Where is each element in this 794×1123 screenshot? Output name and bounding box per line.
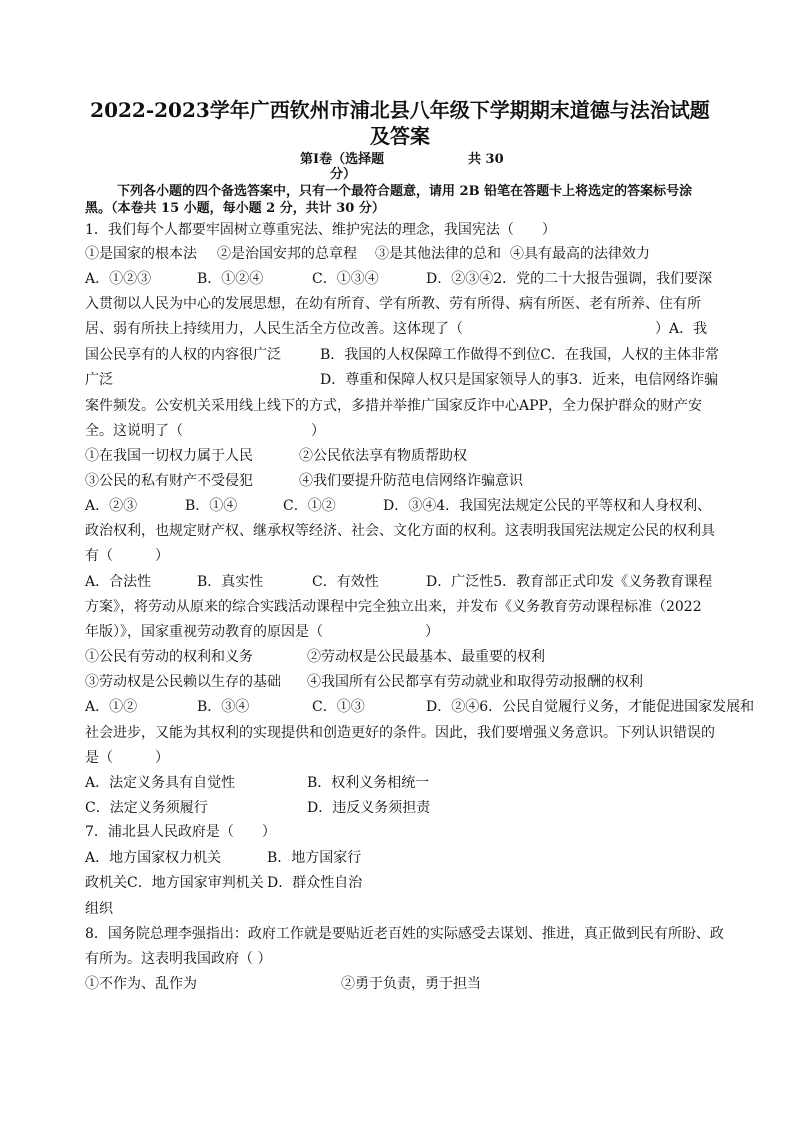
q8-statement-1: ①不作为、乱作为 (85, 976, 197, 992)
q7-stem: 7．浦北县人民政府是（ ） (85, 824, 276, 840)
q6-line-3: 是（ ） (85, 750, 169, 766)
q7-choice-a: A．地方国家权力机关 (85, 850, 222, 866)
q4-line-3: 有（ ） (85, 548, 169, 564)
q3-stem-end: 全。这说明了（ (85, 423, 183, 439)
instructions: 下列各小题的四个备选答案中，只有一个最符合题意，请用 2B 铅笔在答题卡上将选定的答案标号涂黑。（本卷共 15 小题，每小题 2 分，共计 30 分） (85, 184, 693, 216)
q3-statement-3: ③公民的私有财产不受侵犯 (85, 473, 253, 489)
q3-choice-d-and-q4-start: D．③④4．我国宪法规定公民的平等权和人身权利、 (383, 498, 712, 514)
q3-choice-a: A．②③ (85, 498, 138, 514)
q2-stem-end: 居、弱有所扶上持续用力，人民生活全方位改善。这体现了（ (85, 321, 463, 337)
q2-choice-a-start: ）A．我 (655, 321, 708, 337)
q1-choice-d-and-q2-start: D．②③④2．党的二十大报告强调，我们要深 (426, 271, 713, 287)
q5-choice-b: B．③④ (197, 699, 250, 715)
q3-statement-2: ②公民依法享有物质帮助权 (299, 448, 467, 464)
q3-line-2: 案件频发。公安机关采用线上线下的方式，多措并举推广国家反诈中心APP，全力保护群众的财产安 (85, 398, 702, 414)
q6-choice-a: A．法定义务具有自觉性 (85, 775, 236, 791)
section-total: 共 30 (468, 152, 504, 167)
q5-statement-3: ③劳动权是公民赖以生存的基础 (85, 674, 281, 690)
q5-choice-a: A．①② (85, 699, 138, 715)
q4-line-2: 政治权利，也规定财产权、继承权等经济、社会、文化方面的权利。这表明我国宪法规定公民的权利具 (85, 523, 715, 539)
q5-stem-end: 年版）》，国家重视劳动教育的原因是（ (85, 624, 323, 640)
q1-choice-c: C．①③④ (312, 271, 379, 287)
q2-choice-c-end: 广泛 (85, 372, 113, 388)
q8-line-2: 有所为。这表明我国政府（ ） (85, 951, 272, 967)
section-unit: 分） (330, 167, 357, 182)
q3-statement-4: ④我们要提升防范电信网络诈骗意识 (299, 473, 523, 489)
q3-stem-paren: ） (311, 423, 325, 439)
q4-choice-c: C．有效性 (312, 574, 379, 590)
q2-line-2: 入贯彻以人民为中心的发展思想，在幼有所育、学有所教、劳有所得、病有所医、老有所养、住有所 (85, 296, 701, 312)
q7-choice-d-start: D．群众性自治 (267, 875, 363, 891)
q1-statement-3: ③是其他法律的总和 (375, 246, 501, 262)
q6-choice-c: C．法定义务须履行 (85, 800, 208, 816)
q7-line-4: 组织 (85, 901, 113, 917)
q1-stem: 1．我们每个人都要牢固树立尊重宪法、维护宪法的理念，我国宪法（ ） (85, 222, 556, 238)
q2-choice-a-end: 国公民享有的人权的内容很广泛 (85, 347, 281, 363)
q1-statement-4: ④具有最高的法律效力 (510, 246, 650, 262)
q7-choice-b-end-c: 政机关C．地方国家审判机关 (85, 875, 264, 891)
q4-choice-a: A．合法性 (85, 574, 152, 590)
q3-choice-b: B．①④ (185, 498, 238, 514)
q6-line-2: 社会进步，又能为其权利的实现提供和创造更好的条件。因此，我们要增强义务意识。下列认识错误的 (85, 725, 715, 741)
q5-choice-d-and-q6-start: D．②④6．公民自觉履行义务，才能促进国家发展和 (426, 699, 755, 715)
section-heading (300, 152, 504, 182)
q8-line-1: 8．国务院总理李强指出：政府工作就是要贴近老百姓的实际感受去谋划、推进，真正做到民有所盼、政 (85, 926, 724, 942)
q1-choice-b: B．①②④ (197, 271, 264, 287)
q5-statement-2: ②劳动权是公民最基本、最重要的权利 (307, 649, 545, 665)
q6-choice-d: D．违反义务须担责 (307, 800, 431, 816)
q8-statement-2: ②勇于负责，勇于担当 (341, 976, 481, 992)
q1-statement-2: ②是治国安邦的总章程 (217, 246, 357, 262)
q5-stem-paren: ） (425, 624, 439, 640)
q5-choice-c: C．①③ (312, 699, 365, 715)
q2-choice-b-c: B．我国的人权保障工作做得不到位C．在我国，人权的主体非常 (320, 347, 719, 363)
q3-statement-1: ①在我国一切权力属于人民 (85, 448, 253, 464)
doc-title: 2022-2023学年广西钦州市浦北县八年级下学期期末道德与法治试题 (90, 98, 710, 122)
q6-choice-b: B．权利义务相统一 (307, 775, 430, 791)
q1-statement-1: ①是国家的根本法 (85, 246, 197, 262)
q1-choice-a: A．①②③ (85, 271, 152, 287)
q2-choice-d-and-q3-start: D．尊重和保障人权只是国家领导人的事3．近来，电信网络诈骗 (320, 372, 719, 388)
q5-statement-1: ①公民有劳动的权利和义务 (85, 649, 253, 665)
q5-statement-4: ④我国所有公民都享有劳动就业和取得劳动报酬的权利 (307, 674, 643, 690)
q5-line-2: 方案》，将劳动从原来的综合实践活动课程中完全独立出来，并发布《义务教育劳动课程标准（2022 (85, 599, 702, 615)
q7-choice-b-start: B．地方国家行 (267, 850, 362, 866)
q3-choice-c: C．①② (283, 498, 336, 514)
section-label: 第Ⅰ卷（选择题 (300, 152, 385, 167)
q4-choice-d-and-q5-start: D．广泛性5．教育部正式印发《义务教育课程 (426, 574, 713, 590)
q4-choice-b: B．真实性 (197, 574, 264, 590)
doc-title-continued: 及答案 (370, 124, 430, 148)
